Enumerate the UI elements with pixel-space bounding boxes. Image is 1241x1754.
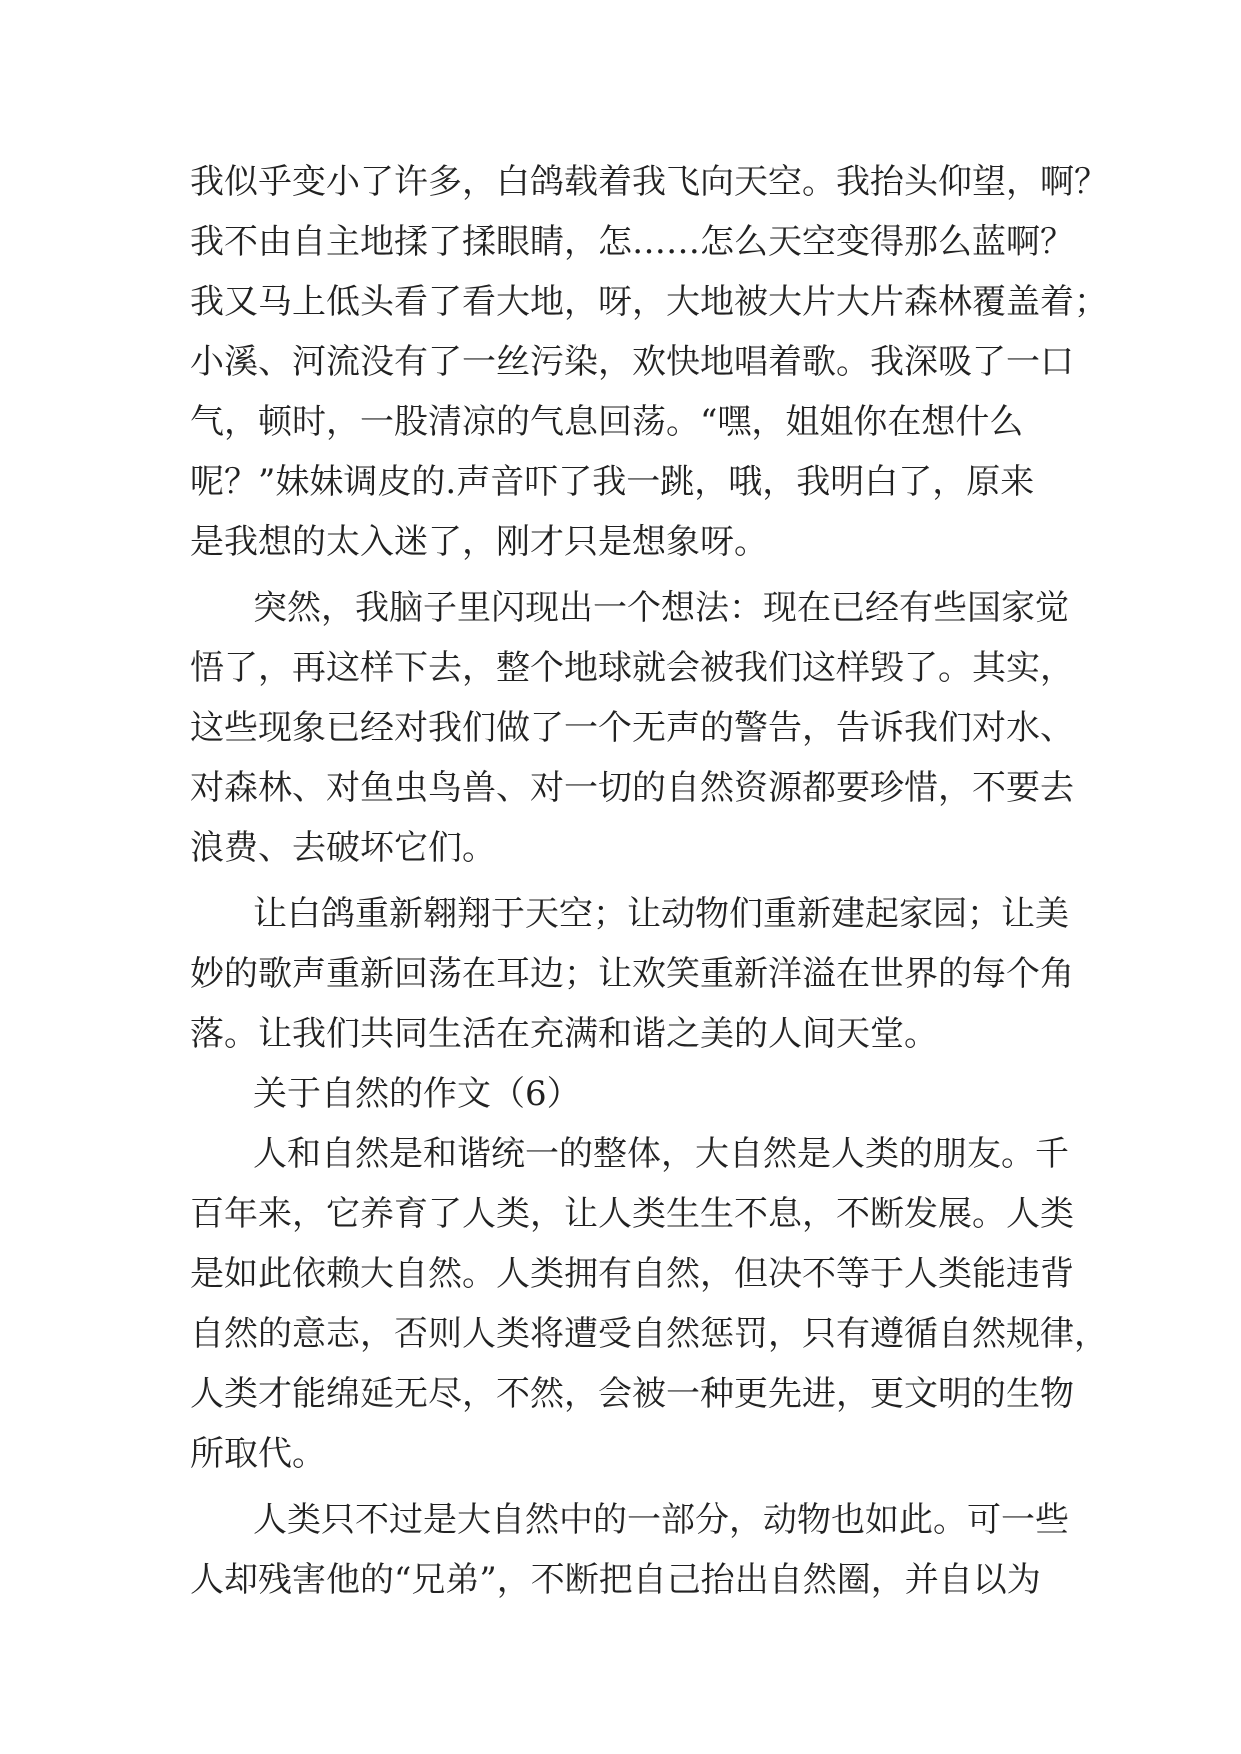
section-heading: 关于自然的作文（6） xyxy=(253,1074,581,1114)
paragraph-line: 百年来，它养育了人类，让人类生生不息，不断发展。人类 xyxy=(190,1194,1074,1234)
paragraph-line: 呢？”妹妹调皮的.声音吓了我一跳，哦，我明白了，原来 xyxy=(190,462,1035,502)
paragraph-line: 这些现象已经对我们做了一个无声的警告，告诉我们对水、 xyxy=(190,708,1074,748)
document-body xyxy=(190,152,1108,1610)
paragraph-line: 人类只不过是大自然中的一部分，动物也如此。可一些 xyxy=(253,1500,1069,1540)
paragraph-line: 小溪、河流没有了一丝污染，欢快地唱着歌。我深吸了一口 xyxy=(190,342,1074,382)
paragraph-line: 对森林、对鱼虫鸟兽、对一切的自然资源都要珍惜，不要去 xyxy=(190,768,1074,808)
paragraph-line: 落。让我们共同生活在充满和谐之美的人间天堂。 xyxy=(190,1014,938,1054)
paragraph-line: 自然的意志，否则人类将遭受自然惩罚，只有遵循自然规律， xyxy=(190,1314,1108,1354)
paragraph-line: 人却残害他的“兄弟”，不断把自己抬出自然圈，并自以为 xyxy=(190,1560,1041,1600)
paragraph-line: 是如此依赖大自然。人类拥有自然，但决不等于人类能违背 xyxy=(190,1254,1074,1294)
paragraph-line: 我不由自主地揉了揉眼睛，怎……怎么天空变得那么蓝啊？ xyxy=(190,222,1074,262)
paragraph-line: 突然，我脑子里闪现出一个想法：现在已经有些国家觉 xyxy=(253,588,1069,628)
paragraph-line: 悟了，再这样下去，整个地球就会被我们这样毁了。其实， xyxy=(190,648,1074,688)
paragraph-line: 人和自然是和谐统一的整体，大自然是人类的朋友。千 xyxy=(253,1134,1069,1174)
paragraph-line: 妙的歌声重新回荡在耳边；让欢笑重新洋溢在世界的每个角 xyxy=(190,954,1074,994)
paragraph-line: 我似乎变小了许多，白鸽载着我飞向天空。我抬头仰望，啊？ xyxy=(190,162,1108,202)
paragraph-line: 气，顿时，一股清凉的气息回荡。“嘿，姐姐你在想什么 xyxy=(190,402,1024,442)
paragraph-line: 人类才能绵延无尽，不然，会被一种更先进，更文明的生物 xyxy=(190,1374,1074,1414)
paragraph-line: 是我想的太入迷了，刚才只是想象呀。 xyxy=(190,522,768,562)
paragraph-line: 所取代。 xyxy=(190,1434,326,1474)
paragraph-line: 我又马上低头看了看大地，呀，大地被大片大片森林覆盖着； xyxy=(190,282,1108,322)
paragraph-line: 浪费、去破坏它们。 xyxy=(190,828,496,868)
paragraph-line: 让白鸽重新翱翔于天空；让动物们重新建起家园；让美 xyxy=(253,894,1069,934)
